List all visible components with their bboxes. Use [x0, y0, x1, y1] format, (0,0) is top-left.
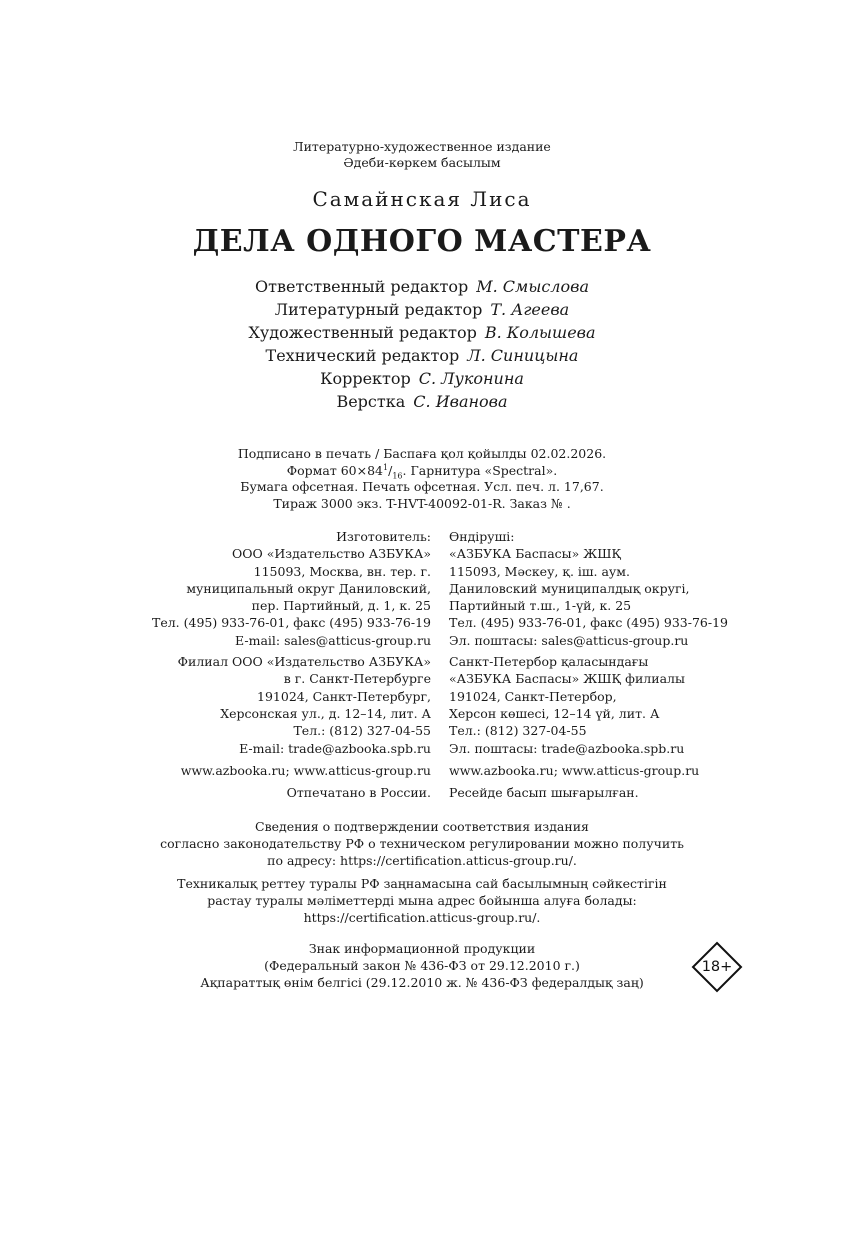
credit-name: Л. Синицына: [467, 346, 579, 365]
info-mark-line: (Федеральный закон № 436-ФЗ от 29.12.2010 г.): [264, 958, 580, 973]
info-mark-line: Знак информационной продукции: [308, 941, 536, 956]
certification-line: Техникалық реттеу туралы РФ заңнамасына сай басылымның сәйкестігін: [177, 876, 667, 891]
branch-email: Эл. поштасы: trade@azbooka.spb.ru: [449, 740, 685, 756]
print-date: Подписано в печать / Баспаға қол қойылды 02.02.2026.: [237, 446, 607, 461]
credit-name: М. Смыслова: [476, 277, 589, 296]
credit-name: В. Колышева: [484, 323, 596, 342]
credit-role: Верстка: [336, 392, 406, 411]
certification-line: https://certification.atticus-group.ru/.: [303, 910, 541, 925]
format-denominator: 16: [392, 471, 403, 480]
branch-address: Херсонская ул., д. 12–14, лит. А: [220, 705, 431, 721]
branch-address: Херсон көшесі, 12–14 үй, лит. А: [449, 705, 660, 721]
manufacturer-address: 115093, Москва, вн. тер. г.: [253, 563, 431, 579]
branch-email: E-mail: trade@azbooka.spb.ru: [239, 740, 431, 756]
branch-company: «АЗБУКА Баспасы» ЖШҚ филиалы: [449, 671, 685, 687]
author-name: Самайнская Лиса: [312, 187, 532, 211]
branch-company: Филиал ООО «Издательство АЗБУКА»: [177, 654, 431, 670]
credit-role: Литературный редактор: [274, 300, 483, 319]
format-numerator: 1: [383, 462, 389, 472]
credit-role: Художественный редактор: [248, 323, 477, 342]
edition-type-ru: Литературно-художественное издание: [293, 139, 551, 154]
manufacturer-email: E-mail: sales@atticus-group.ru: [235, 632, 431, 648]
credit-role: Ответственный редактор: [255, 277, 469, 296]
credit-role: Корректор: [320, 369, 411, 388]
manufacturer-address: Даниловский муниципалдық округі,: [449, 580, 690, 596]
manufacturer-address: пер. Партийный, д. 1, к. 25: [251, 598, 431, 614]
credit-row: [0, 321, 844, 344]
branch-phone: Тел.: (812) 327-04-55: [293, 723, 431, 739]
credits-list: [0, 275, 844, 413]
credit-row: [0, 298, 844, 321]
printed-in: Ресейде басып шығарылған.: [449, 785, 639, 801]
print-info: [0, 446, 844, 512]
certification-line: по адресу: https://certification.atticus-group.ru/.: [267, 853, 577, 868]
manufacturer-phone: Тел. (495) 933-76-01, факс (495) 933-76-19: [449, 615, 728, 631]
print-format: Формат $60\times 84^1/_{16}$. Гарнитура «Spectral».: [286, 462, 558, 480]
credit-name: С. Луконина: [418, 369, 524, 388]
manufacturer-address: 115093, Мәскеу, қ. іш. аум.: [449, 563, 630, 579]
branch-address: 191024, Санкт-Петербург,: [257, 688, 431, 704]
format-prefix: Формат 60×84: [286, 462, 384, 478]
websites: www.azbooka.ru; www.atticus-group.ru: [180, 762, 431, 778]
manufacturer-label: Өндіруші:: [449, 529, 515, 544]
credit-role: Технический редактор: [265, 346, 460, 365]
manufacturer-address: Партийный т.ш., 1-үй, к. 25: [449, 598, 632, 614]
manufacturer-label: Изготовитель:: [336, 529, 431, 544]
manufacturer-company: ООО «Издательство АЗБУКА»: [231, 546, 431, 562]
manufacturer-phone: Тел. (495) 933-76-01, факс (495) 933-76-19: [152, 615, 431, 631]
branch-city: в г. Санкт-Петербурге: [283, 671, 431, 687]
format-suffix: . Гарнитура «Spectral».: [402, 462, 558, 478]
branch-city: Санкт-Петербор қаласындағы: [449, 654, 649, 670]
credit-row: [0, 344, 844, 367]
certification-line: согласно законодательству РФ о техническом регулировании можно получить: [160, 836, 684, 851]
certification-kk: [0, 875, 844, 926]
print-paper: Бумага офсетная. Печать офсетная. Усл. печ. л. 17,67.: [240, 479, 604, 494]
manufacturer-ru-column: [152, 528, 431, 801]
credit-row: [0, 390, 844, 413]
printed-in: Отпечатано в России.: [286, 785, 431, 801]
certification-line: растау туралы мәліметтерді мына адрес бойынша алуға болады:: [207, 893, 637, 908]
manufacturer-company: «АЗБУКА Баспасы» ЖШҚ: [449, 546, 622, 562]
manufacturer-email: Эл. поштасы: sales@atticus-group.ru: [449, 632, 689, 648]
manufacturer-address: муниципальный округ Даниловский,: [186, 580, 431, 596]
branch-phone: Тел.: (812) 327-04-55: [449, 723, 587, 739]
websites: www.azbooka.ru; www.atticus-group.ru: [449, 762, 700, 778]
credit-name: С. Иванова: [413, 392, 508, 411]
edition-type: [0, 139, 844, 171]
certification-line: Сведения о подтверждении соответствия издания: [255, 819, 589, 834]
edition-type-kk: Әдеби-көркем басылым: [343, 155, 501, 170]
info-mark-line: Ақпараттық өнім белгісі (29.12.2010 ж. № 436-ФЗ федералдық заң): [200, 975, 644, 990]
credit-row: [0, 367, 844, 390]
print-run: Тираж 3000 экз. T-HVT-40092-01-R. Заказ № .: [273, 495, 571, 511]
credit-name: Т. Агеева: [490, 300, 570, 319]
credit-row: [0, 275, 844, 298]
certification-ru: [0, 818, 844, 869]
age-rating-badge: [691, 941, 743, 993]
age-rating-label: 18+: [701, 959, 733, 975]
manufacturer-kk-column: [449, 528, 728, 801]
branch-address: 191024, Санкт-Петербор,: [449, 688, 617, 704]
book-title: ДЕЛА ОДНОГО МАСТЕРА: [192, 224, 652, 259]
